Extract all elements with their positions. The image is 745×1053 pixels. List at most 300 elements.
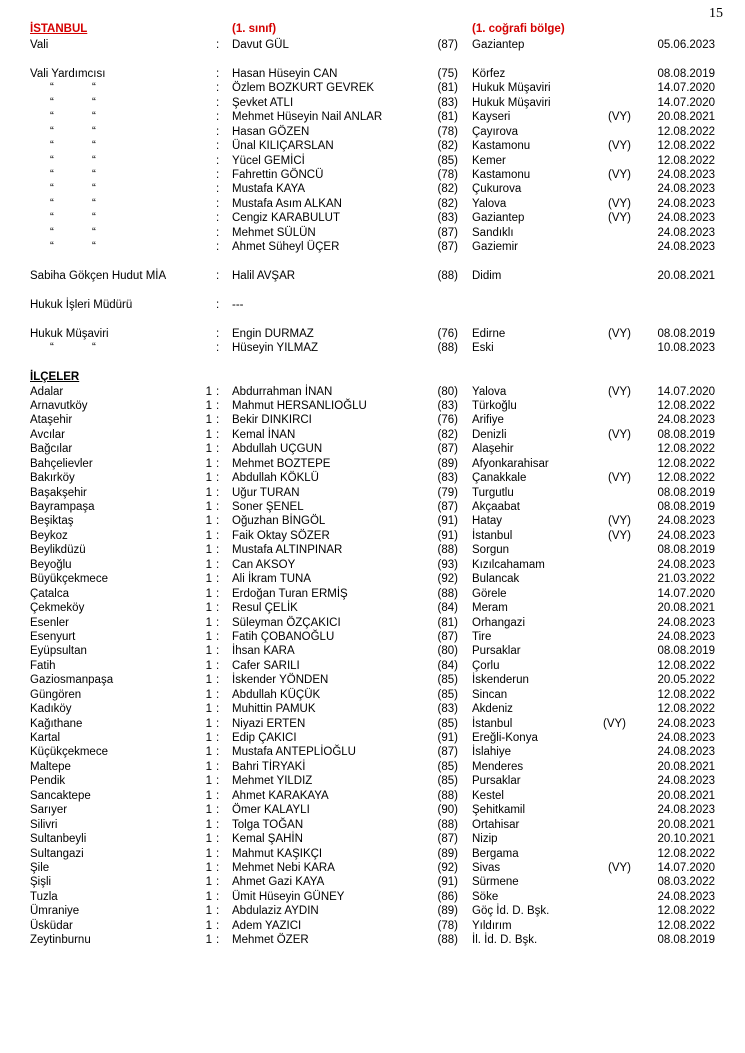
class-number: (85) (437, 674, 458, 687)
class-number: (78) (437, 168, 458, 181)
separator: : (216, 789, 220, 802)
separator: : (216, 544, 220, 557)
district-count: 1 (205, 573, 212, 586)
class-number: (85) (437, 717, 458, 730)
appointment-date: 20.08.2021 (657, 111, 715, 124)
separator: : (216, 472, 220, 485)
vy-marker: (VY) (608, 140, 631, 153)
previous-post: Hukuk Müşaviri (472, 96, 551, 109)
district-row (0, 789, 745, 803)
district-row (0, 572, 745, 586)
class-number: (87) (437, 443, 458, 456)
appointment-date: 14.07.2020 (657, 385, 715, 398)
position-title: Bayrampaşa (30, 501, 95, 513)
previous-post: Bergama (472, 847, 519, 860)
separator: : (216, 67, 220, 80)
district-row (0, 659, 745, 673)
separator: : (216, 168, 220, 181)
previous-post: Sincan (472, 688, 508, 701)
separator: : (216, 616, 220, 629)
district-count: 1 (205, 443, 212, 456)
official-name: Halil AVŞAR (232, 270, 296, 282)
official-row (0, 211, 745, 225)
separator: : (216, 183, 220, 196)
class-number: (85) (437, 760, 458, 773)
province-region: (1. coğrafi bölge) (472, 23, 565, 35)
separator: : (216, 573, 220, 586)
official-name: Erdoğan Turan ERMİŞ (232, 587, 348, 600)
district-row (0, 385, 745, 399)
position-title: Sancaktepe (30, 789, 91, 802)
previous-post: Kastamonu (472, 168, 531, 181)
position-title: Ümraniye (30, 905, 80, 918)
previous-post: İl. İd. D. Bşk. (472, 934, 538, 947)
district-count: 1 (205, 760, 212, 773)
previous-post: İskenderun (472, 674, 529, 687)
separator: : (216, 732, 220, 744)
class-number: (87) (437, 241, 458, 254)
position-title: Kadıköy (30, 703, 72, 716)
official-name: İhsan KARA (232, 645, 295, 658)
class-number: (78) (437, 919, 458, 932)
class-number: (83) (437, 703, 458, 716)
district-row (0, 471, 745, 485)
official-row (0, 96, 745, 110)
district-row (0, 457, 745, 471)
appointment-date: 24.08.2023 (657, 515, 715, 528)
appointment-date: 08.08.2019 (657, 645, 715, 658)
separator: : (216, 934, 220, 947)
position-title: Bağcılar (30, 443, 73, 456)
previous-post: Alaşehir (472, 443, 514, 456)
official-name: Fatih ÇOBANOĞLU (232, 630, 335, 643)
appointment-date: 08.08.2019 (657, 67, 715, 80)
position-title: Beykoz (30, 529, 68, 542)
vy-marker: (VY) (608, 515, 631, 528)
district-count: 1 (205, 746, 212, 759)
previous-post: Sorgun (472, 544, 510, 557)
class-number: (85) (437, 154, 458, 167)
appointment-date: 12.08.2022 (657, 125, 715, 138)
previous-post: Denizli (472, 428, 507, 441)
separator: : (216, 197, 220, 210)
official-name: Adem YAZICI (232, 919, 302, 932)
appointment-date: 08.08.2019 (657, 327, 715, 340)
district-row (0, 587, 745, 601)
official-name: Mehmet Nebi KARA (232, 861, 335, 874)
position-title: Sabiha Gökçen Hudut MİA (30, 270, 167, 282)
separator: : (216, 703, 220, 716)
class-number: (82) (437, 183, 458, 196)
vy-marker: (VY) (608, 428, 631, 441)
separator: : (216, 39, 220, 51)
district-row (0, 514, 745, 528)
separator: : (216, 82, 220, 95)
position-title: Bakırköy (30, 472, 75, 485)
position-title: Beyoğlu (30, 558, 72, 571)
district-row (0, 500, 745, 514)
district-count: 1 (205, 630, 212, 643)
official-name: Mustafa ANTEPLİOĞLU (232, 746, 356, 759)
official-name: Süleyman ÖZÇAKICI (232, 616, 341, 629)
district-count: 1 (205, 934, 212, 947)
previous-post: Çayırova (472, 125, 519, 138)
class-number: (87) (437, 630, 458, 643)
official-name: Ahmet Gazi KAYA (232, 876, 325, 889)
province-class: (1. sınıf) (232, 23, 277, 35)
class-number: (93) (437, 558, 458, 571)
district-row (0, 847, 745, 861)
appointment-date: 24.08.2023 (657, 732, 715, 744)
ditto-mark: “ (50, 241, 54, 254)
district-count: 1 (205, 804, 212, 817)
ditto-mark: “ (92, 82, 96, 95)
district-row (0, 919, 745, 933)
separator: : (216, 270, 220, 282)
separator: : (216, 140, 220, 153)
ditto-mark: “ (50, 111, 54, 124)
official-name: Mehmet YILDIZ (232, 775, 313, 788)
separator: : (216, 717, 220, 730)
previous-post: Sürmene (472, 876, 519, 889)
blank-line (0, 52, 745, 66)
previous-post: Kayseri (472, 111, 511, 124)
ditto-mark: “ (92, 183, 96, 196)
separator: : (216, 905, 220, 918)
position-title: Beşiktaş (30, 515, 74, 528)
position-title: Hukuk Müşaviri (30, 327, 109, 340)
appointment-date: 24.08.2023 (657, 226, 715, 239)
appointment-date: 24.08.2023 (657, 746, 715, 759)
official-row (0, 81, 745, 95)
district-count: 1 (205, 602, 212, 615)
official-name: Bekir DINKIRCI (232, 414, 312, 427)
official-name: Cengiz KARABULUT (232, 212, 341, 225)
appointment-date: 08.08.2019 (657, 934, 715, 947)
district-count: 1 (205, 501, 212, 513)
appointment-date: 14.07.2020 (657, 96, 715, 109)
appointment-date: 10.08.2023 (657, 342, 715, 355)
appointment-date: 24.08.2023 (657, 804, 715, 817)
district-count: 1 (205, 385, 212, 398)
official-row (0, 139, 745, 153)
separator: : (216, 558, 220, 571)
class-number: (84) (437, 602, 458, 615)
separator: : (216, 630, 220, 643)
separator: : (216, 428, 220, 441)
appointment-date: 12.08.2022 (657, 688, 715, 701)
separator: : (216, 342, 220, 355)
class-number: (83) (437, 399, 458, 412)
class-number: (87) (437, 39, 458, 51)
separator: : (216, 602, 220, 615)
district-row (0, 861, 745, 875)
district-row (0, 890, 745, 904)
appointment-date: 20.08.2021 (657, 818, 715, 831)
appointment-date: 24.08.2023 (657, 168, 715, 181)
position-title: Sarıyer (30, 804, 68, 817)
district-row (0, 933, 745, 947)
appointment-date: 24.08.2023 (657, 717, 715, 730)
district-count: 1 (205, 674, 212, 687)
official-name: Ömer KALAYLI (232, 804, 310, 817)
class-number: (82) (437, 197, 458, 210)
previous-post: Orhangazi (472, 616, 526, 629)
official-row (0, 341, 745, 355)
ditto-mark: “ (92, 342, 96, 355)
separator: : (216, 241, 220, 254)
appointment-date: 12.08.2022 (657, 457, 715, 470)
section-title: İLÇELER (30, 371, 80, 384)
official-row (0, 168, 745, 182)
previous-post: Yalova (472, 385, 507, 398)
separator: : (216, 457, 220, 470)
district-row (0, 745, 745, 759)
position-title: Esenler (30, 616, 69, 629)
district-row (0, 673, 745, 687)
previous-post: Turgutlu (472, 486, 514, 499)
previous-post: İslahiye (472, 746, 511, 759)
separator: : (216, 645, 220, 658)
district-count: 1 (205, 717, 212, 730)
official-name: Soner ŞENEL (232, 501, 304, 513)
official-name: Can AKSOY (232, 558, 296, 571)
class-number: (84) (437, 659, 458, 672)
official-name: Kemal İNAN (232, 428, 296, 441)
previous-post: Eski (472, 342, 494, 355)
previous-post: Çukurova (472, 183, 522, 196)
class-number: (81) (437, 616, 458, 629)
district-count: 1 (205, 486, 212, 499)
ditto-mark: “ (92, 226, 96, 239)
position-title: Fatih (30, 659, 56, 672)
appointment-date: 24.08.2023 (657, 212, 715, 225)
ditto-mark: “ (50, 212, 54, 225)
previous-post: Meram (472, 602, 508, 615)
class-number: (81) (437, 111, 458, 124)
class-number: (80) (437, 645, 458, 658)
official-name: Ali İkram TUNA (232, 573, 312, 586)
previous-post: İstanbul (472, 717, 513, 730)
position-title: Bahçelievler (30, 457, 93, 470)
class-number: (90) (437, 804, 458, 817)
district-count: 1 (205, 890, 212, 903)
appointment-date: 05.06.2023 (657, 39, 715, 51)
previous-post: Görele (472, 587, 507, 600)
separator: : (216, 385, 220, 398)
district-row (0, 731, 745, 745)
appointment-date: 12.08.2022 (657, 472, 715, 485)
district-row (0, 442, 745, 456)
district-row (0, 644, 745, 658)
position-title: Silivri (30, 818, 58, 831)
official-row (0, 240, 745, 254)
class-number: (91) (437, 732, 458, 744)
previous-post: Edirne (472, 327, 506, 340)
position-title: Çatalca (30, 587, 69, 600)
separator: : (216, 804, 220, 817)
position-title: Hukuk İşleri Müdürü (30, 298, 133, 311)
appointment-date: 20.08.2021 (657, 270, 715, 282)
class-number: (88) (437, 270, 458, 282)
official-name: Tolga TOĞAN (232, 818, 304, 831)
district-count: 1 (205, 414, 212, 427)
ditto-mark: “ (92, 140, 96, 153)
official-name: Mahmut HERSANLIOĞLU (232, 399, 367, 412)
province-name: İSTANBUL (30, 23, 88, 35)
vy-marker: (VY) (608, 212, 631, 225)
district-count: 1 (205, 472, 212, 485)
previous-post: Hatay (472, 515, 503, 528)
class-number: (83) (437, 96, 458, 109)
appointment-date: 08.08.2019 (657, 501, 715, 513)
appointment-date: 24.08.2023 (657, 241, 715, 254)
previous-post: Sandıklı (472, 226, 514, 239)
class-number: (91) (437, 876, 458, 889)
official-name: Faik Oktay SÖZER (232, 529, 330, 542)
official-name: Niyazi ERTEN (232, 717, 306, 730)
official-name: Mustafa ALTINPINAR (232, 544, 343, 557)
section-heading (0, 370, 745, 384)
vy-marker: (VY) (608, 197, 631, 210)
separator: : (216, 111, 220, 124)
appointment-date: 12.08.2022 (657, 154, 715, 167)
appointment-date: 14.07.2020 (657, 861, 715, 874)
separator: : (216, 414, 220, 427)
class-number: (91) (437, 529, 458, 542)
previous-post: Arifiye (472, 414, 504, 427)
ditto-mark: “ (50, 96, 54, 109)
class-number: (81) (437, 82, 458, 95)
official-name: Fahrettin GÖNCÜ (232, 168, 324, 181)
appointment-date: 24.08.2023 (657, 890, 715, 903)
official-name: Mehmet BOZTEPE (232, 457, 331, 470)
district-row (0, 543, 745, 557)
separator: : (216, 674, 220, 687)
position-title: Şile (30, 861, 50, 874)
appointment-date: 24.08.2023 (657, 616, 715, 629)
appointment-date: 24.08.2023 (657, 558, 715, 571)
position-title: Başakşehir (30, 486, 87, 499)
appointment-date: 20.10.2021 (657, 833, 715, 846)
vy-marker: (VY) (608, 472, 631, 485)
ditto-mark: “ (92, 197, 96, 210)
vy-marker: (VY) (608, 327, 631, 340)
ditto-mark: “ (50, 168, 54, 181)
separator: : (216, 529, 220, 542)
appointment-date: 24.08.2023 (657, 197, 715, 210)
official-name: Abdurrahman İNAN (232, 385, 333, 398)
position-title: Avcılar (30, 428, 65, 441)
appointment-date: 12.08.2022 (657, 443, 715, 456)
official-name: Mahmut KAŞIKÇI (232, 847, 323, 860)
previous-post: Yıldırım (472, 919, 512, 932)
district-row (0, 399, 745, 413)
previous-post: Gaziantep (472, 39, 525, 51)
class-number: (88) (437, 587, 458, 600)
official-row (0, 110, 745, 124)
position-title: Beylikdüzü (30, 544, 86, 557)
position-title: Vali (30, 39, 49, 51)
separator: : (216, 501, 220, 513)
official-name: Mustafa KAYA (232, 183, 306, 196)
previous-post: Türkoğlu (472, 399, 517, 412)
official-name: --- (232, 298, 244, 311)
previous-post: Hukuk Müşaviri (472, 82, 551, 95)
district-count: 1 (205, 659, 212, 672)
ditto-mark: “ (50, 183, 54, 196)
district-count: 1 (205, 544, 212, 557)
position-title: Küçükçekmece (30, 746, 108, 759)
district-count: 1 (205, 703, 212, 716)
district-row (0, 428, 745, 442)
position-title: Pendik (30, 775, 66, 788)
official-name: Kemal ŞAHİN (232, 833, 303, 846)
official-name: Ünal KILIÇARSLAN (232, 140, 334, 153)
appointment-date: 12.08.2022 (657, 659, 715, 672)
previous-post: Gaziemir (472, 241, 519, 254)
separator: : (216, 154, 220, 167)
position-title: Sultanbeyli (30, 833, 87, 846)
official-name: Şevket ATLI (232, 96, 294, 109)
official-name: Ahmet KARAKAYA (232, 789, 329, 802)
appointment-date: 08.08.2019 (657, 544, 715, 557)
separator: : (216, 818, 220, 831)
position-title: Arnavutköy (30, 399, 88, 412)
separator: : (216, 919, 220, 932)
class-number: (88) (437, 544, 458, 557)
separator: : (216, 125, 220, 138)
previous-post: Kestel (472, 789, 504, 802)
vy-marker: (VY) (608, 385, 631, 398)
separator: : (216, 861, 220, 874)
appointment-date: 24.08.2023 (657, 529, 715, 542)
district-count: 1 (205, 399, 212, 412)
district-row (0, 688, 745, 702)
appointment-list (0, 38, 745, 948)
district-row (0, 774, 745, 788)
official-name: Uğur TURAN (232, 486, 300, 499)
ditto-mark: “ (50, 125, 54, 138)
appointment-date: 12.08.2022 (657, 399, 715, 412)
vy-marker: (VY) (608, 168, 631, 181)
class-number: (91) (437, 515, 458, 528)
official-name: Engin DURMAZ (232, 327, 314, 340)
appointment-date: 12.08.2022 (657, 140, 715, 153)
vy-marker: (VY) (608, 861, 631, 874)
class-number: (86) (437, 890, 458, 903)
class-number: (87) (437, 226, 458, 239)
class-number: (75) (437, 67, 458, 80)
ditto-mark: “ (50, 154, 54, 167)
official-name: Mehmet SÜLÜN (232, 226, 316, 239)
official-name: Yücel GEMİCİ (232, 154, 305, 167)
previous-post: Kızılcahamam (472, 558, 545, 571)
appointment-date: 08.08.2019 (657, 428, 715, 441)
class-number: (85) (437, 688, 458, 701)
blank-line (0, 356, 745, 370)
separator: : (216, 443, 220, 456)
appointment-date: 12.08.2022 (657, 703, 715, 716)
previous-post: Gaziantep (472, 212, 525, 225)
position-title: Şişli (30, 876, 52, 889)
district-count: 1 (205, 905, 212, 918)
previous-post: Pursaklar (472, 645, 521, 658)
class-number: (83) (437, 212, 458, 225)
appointment-date: 21.03.2022 (657, 573, 715, 586)
official-name: Ümit Hüseyin GÜNEY (232, 890, 345, 903)
previous-post: Bulancak (472, 573, 520, 586)
